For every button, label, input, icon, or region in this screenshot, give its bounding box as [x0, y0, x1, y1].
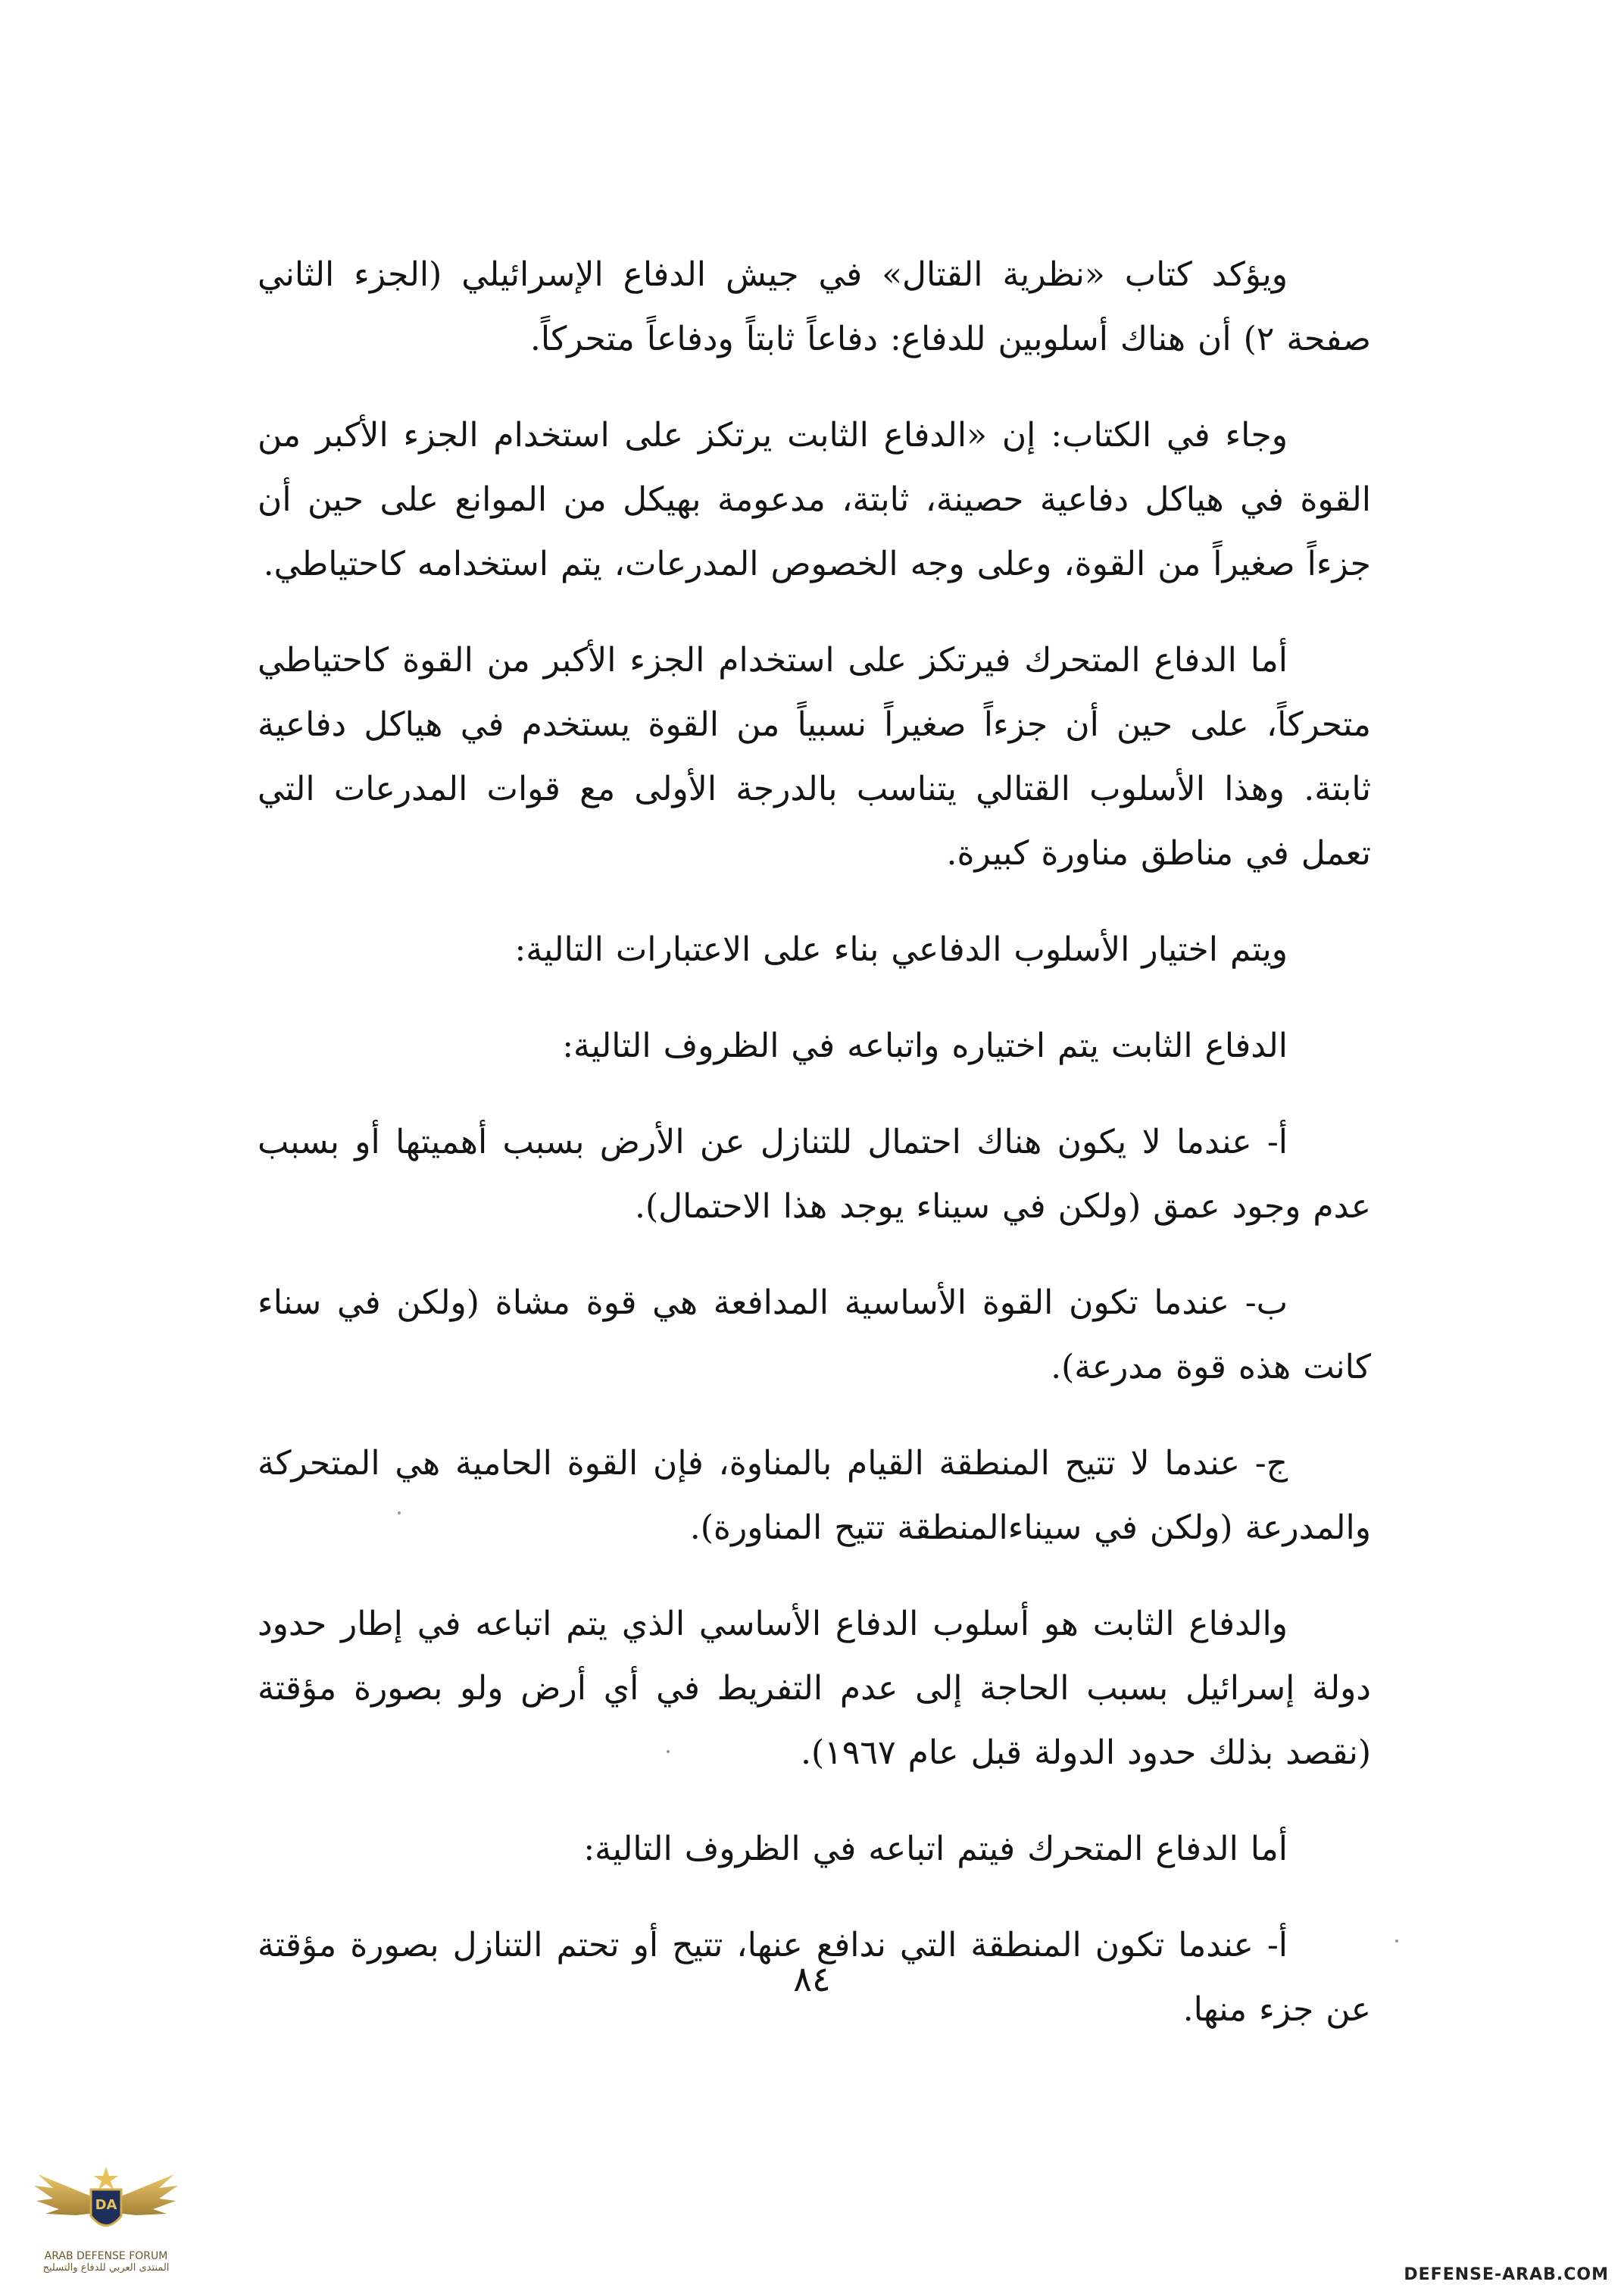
- page-number: ٨٤: [793, 1958, 831, 1999]
- list-item-c: ج- عندما لا تتيح المنطقة القيام بالمناوة، فإن القوة الحامية هي المتحركة والمدرعة (ولكن في سيناءالمنطقة تتيح المناورة).: [258, 1444, 1371, 1547]
- scan-speck: [667, 1750, 670, 1753]
- scan-speck: [1395, 1939, 1398, 1943]
- paragraph-4: ويتم اختيار الأسلوب الدفاعي بناء على الاعتبارات التالية:: [514, 930, 1288, 969]
- paragraph-3: أما الدفاع المتحرك فيرتكز على استخدام الجزء الأكبر من القوة كاحتياطي متحركاً، على حين أن جزءاً صغيراً نسبياً من القوة يستخدم في هياكل دفاعية ثابتة. وهذا الأسلوب القتالي يتناسب بالدرجة الأولى مع قوات المدرعات التي تعمل في مناطق مناورة كبيرة.: [258, 641, 1371, 873]
- winged-shield-icon: [30, 2159, 182, 2250]
- paragraph-9: والدفاع الثابت هو أسلوب الدفاع الأساسي الذي يتم اتباعه في إطار حدود دولة إسرائيل بسبب الحاجة إلى عدم التفريط في أي أرض ولو بصورة مؤقتة (نقصد بذلك حدود الدولة قبل عام ١٩٦٧).: [258, 1605, 1371, 1772]
- site-watermark: DEFENSE-ARAB.COM: [1404, 2265, 1609, 2284]
- paragraph-5: الدفاع الثابت يتم اختياره واتباعه في الظروف التالية:: [562, 1027, 1288, 1065]
- logo-caption-en: ARAB DEFENSE FORUM: [44, 2250, 168, 2262]
- paragraph-1: ويؤكد كتاب «نظرية القتال» في جيش الدفاع الإسرائيلي (الجزء الثاني صفحة ٢) أن هناك أسلوبين للدفاع: دفاعاً ثابتاً ودفاعاً متحركاً.: [258, 255, 1371, 358]
- forum-logo: [30, 2159, 182, 2280]
- logo-caption-ar: المنتدى العربي للدفاع والتسليح: [42, 2262, 170, 2274]
- scan-speck: [398, 1511, 401, 1514]
- list-item-a-2: أ- عندما تكون المنطقة التي ندافع عنها، تتيح أو تحتم التنازل بصورة مؤقتة عن جزء منها.: [258, 1926, 1371, 2029]
- paragraph-10: أما الدفاع المتحرك فيتم اتباعه في الظروف التالية:: [583, 1830, 1288, 1868]
- list-item-a: أ- عندما لا يكون هناك احتمال للتنازل عن الأرض بسبب أهميتها أو بسبب عدم وجود عمق (ولكن في سيناء يوجد هذا الاحتمال).: [258, 1123, 1371, 1226]
- logo-letters: DA: [95, 2197, 117, 2213]
- list-item-b: ب- عندما تكون القوة الأساسية المدافعة هي قوة مشاة (ولكن في سناء كانت هذه قوة مدرعة).: [258, 1283, 1371, 1386]
- paragraph-2: وجاء في الكتاب: إن «الدفاع الثابت يرتكز على استخدام الجزء الأكبر من القوة في هياكل دفاعية حصينة، ثابتة، مدعومة بهيكل من الموانع على حين أن جزءاً صغيراً من القوة، وعلى وجه الخصوص المدرعات، يتم استخدامه كاحتياطي.: [258, 416, 1371, 583]
- body-text: [258, 242, 1371, 2074]
